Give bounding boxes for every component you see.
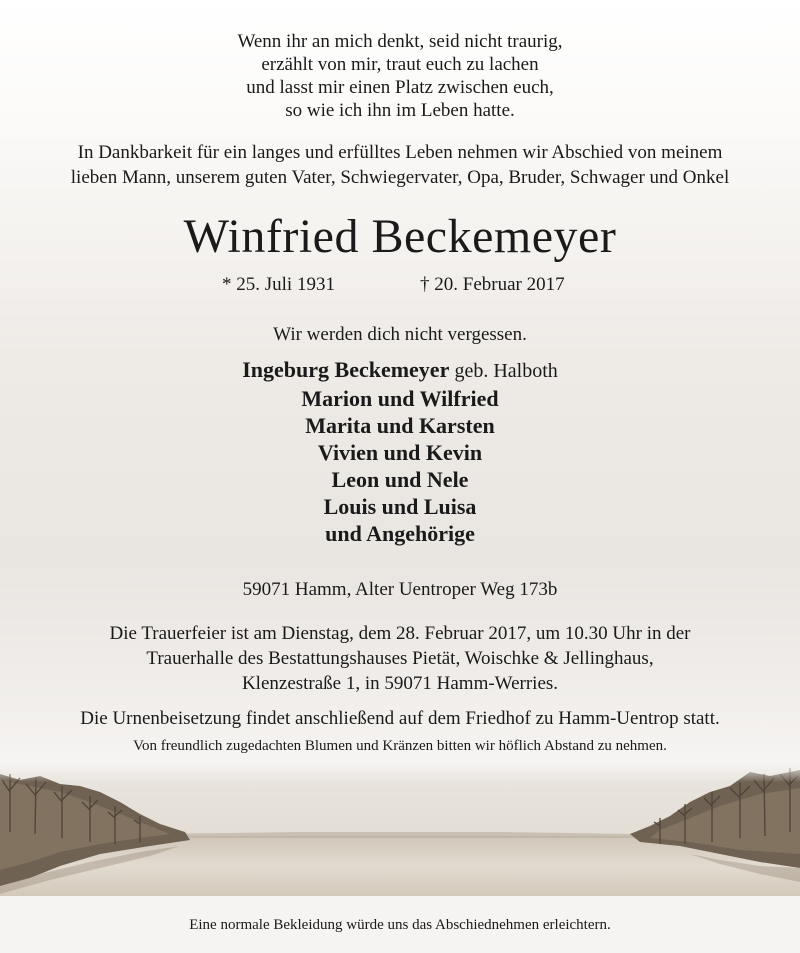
- widow-line: [0, 356, 800, 385]
- poem-line: erzählt von mir, traut euch zu lachen: [261, 54, 539, 75]
- death-date: † 20. Februar 2017: [420, 274, 565, 295]
- family-member: Marion und Wilfried: [301, 386, 499, 411]
- intro-text: [0, 140, 800, 190]
- family-member: Leon und Nele: [331, 467, 469, 492]
- ceremony-line: Klenzestraße 1, in 59071 Hamm-Werries.: [241, 673, 559, 694]
- family-member: Marita und Karsten: [305, 413, 495, 438]
- clothing-note: Eine normale Bekleidung würde uns das Abschiednehmen erleichtern.: [189, 917, 611, 933]
- family-member: Louis und Luisa: [323, 494, 477, 519]
- life-dates: [0, 272, 800, 300]
- widow-nee: geb. Halboth: [454, 360, 558, 382]
- ceremony-line: Die Trauerfeier ist am Dienstag, dem 28. Februar 2017, um 10.30 Uhr in der: [109, 623, 691, 644]
- family-member: Vivien und Kevin: [317, 440, 483, 465]
- poem-line: und lasst mir einen Platz zwischen euch,: [246, 77, 554, 98]
- intro-line: lieben Mann, unserem guten Vater, Schwiegervater, Opa, Bruder, Schwager und Onkel: [70, 167, 730, 188]
- poem-line: so wie ich ihn im Leben hatte.: [285, 100, 515, 121]
- remember-line: Wir werden dich nicht vergessen.: [273, 324, 527, 345]
- lake-landscape-image: [0, 762, 800, 896]
- address: 59071 Hamm, Alter Uentroper Weg 173b: [242, 579, 558, 600]
- ceremony-info: [0, 621, 800, 696]
- birth-date: * 25. Juli 1931: [222, 274, 335, 295]
- family-list: [0, 356, 800, 547]
- urn-burial-info: Die Urnenbeisetzung findet anschließend auf dem Friedhof zu Hamm-Uentrop statt.: [80, 708, 720, 729]
- ceremony-line: Trauerhalle des Bestattungshauses Pietät, Woischke & Jellinghaus,: [146, 648, 654, 669]
- intro-line: In Dankbarkeit für ein langes und erfülltes Leben nehmen wir Abschied von meinem: [77, 142, 723, 163]
- deceased-name: Winfried Beckemeyer: [183, 210, 617, 263]
- poem-line: Wenn ihr an mich denkt, seid nicht traurig,: [237, 31, 563, 52]
- widow-name: Ingeburg Beckemeyer: [242, 357, 449, 382]
- flowers-note: Von freundlich zugedachten Blumen und Kränzen bitten wir höflich Abstand zu nehmen.: [133, 738, 667, 754]
- family-member: und Angehörige: [325, 521, 475, 546]
- poem: [0, 30, 800, 122]
